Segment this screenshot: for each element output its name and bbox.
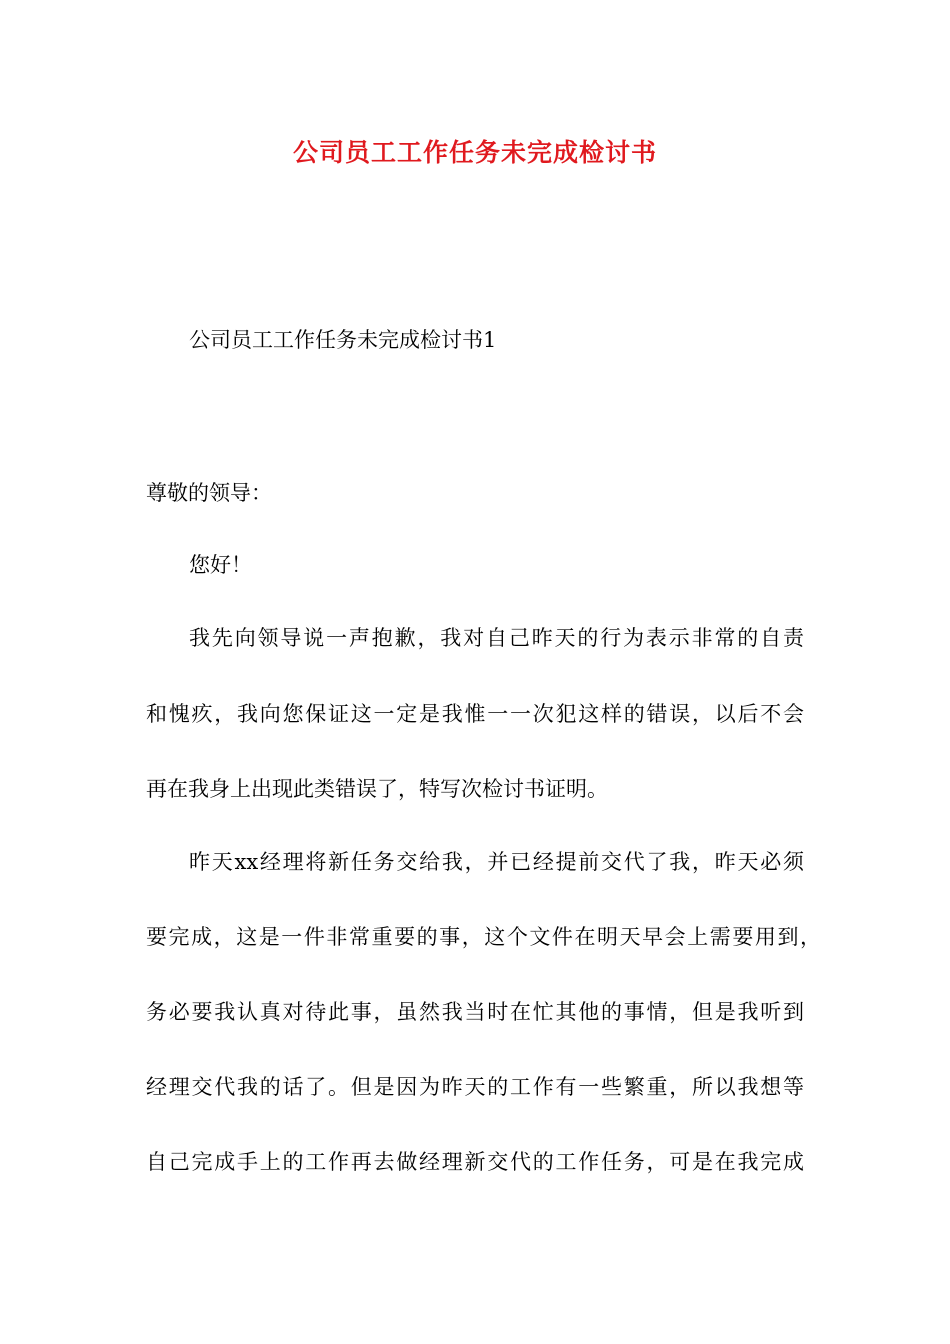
document-title: 公司员工工作任务未完成检讨书	[292, 138, 657, 167]
paragraph-line: 自己完成手上的工作再去做经理新交代的工作任务，可是在我完成	[146, 1150, 804, 1174]
paragraph-line: 经理交代我的话了。但是因为昨天的工作有一些繁重，所以我想等	[146, 1075, 804, 1099]
paragraph-line: 再在我身上出现此类错误了，特写次检讨书证明。	[146, 777, 608, 801]
paragraph-line: 务必要我认真对待此事，虽然我当时在忙其他的事情，但是我听到	[146, 1000, 804, 1024]
document-subtitle: 公司员工工作任务未完成检讨书1	[189, 328, 497, 352]
paragraph-line: 和愧疚，我向您保证这一定是我惟一一次犯这样的错误，以后不会	[146, 702, 804, 726]
greeting: 您好！	[189, 553, 252, 577]
paragraph-line: 要完成，这是一件非常重要的事，这个文件在明天早会上需要用到，	[146, 925, 821, 949]
paragraph-line: 昨天xx经理将新任务交给我，并已经提前交代了我，昨天必须	[189, 850, 804, 874]
paragraph-line: 我先向领导说一声抱歉，我对自己昨天的行为表示非常的自责	[189, 626, 804, 650]
salutation: 尊敬的领导：	[146, 481, 272, 505]
